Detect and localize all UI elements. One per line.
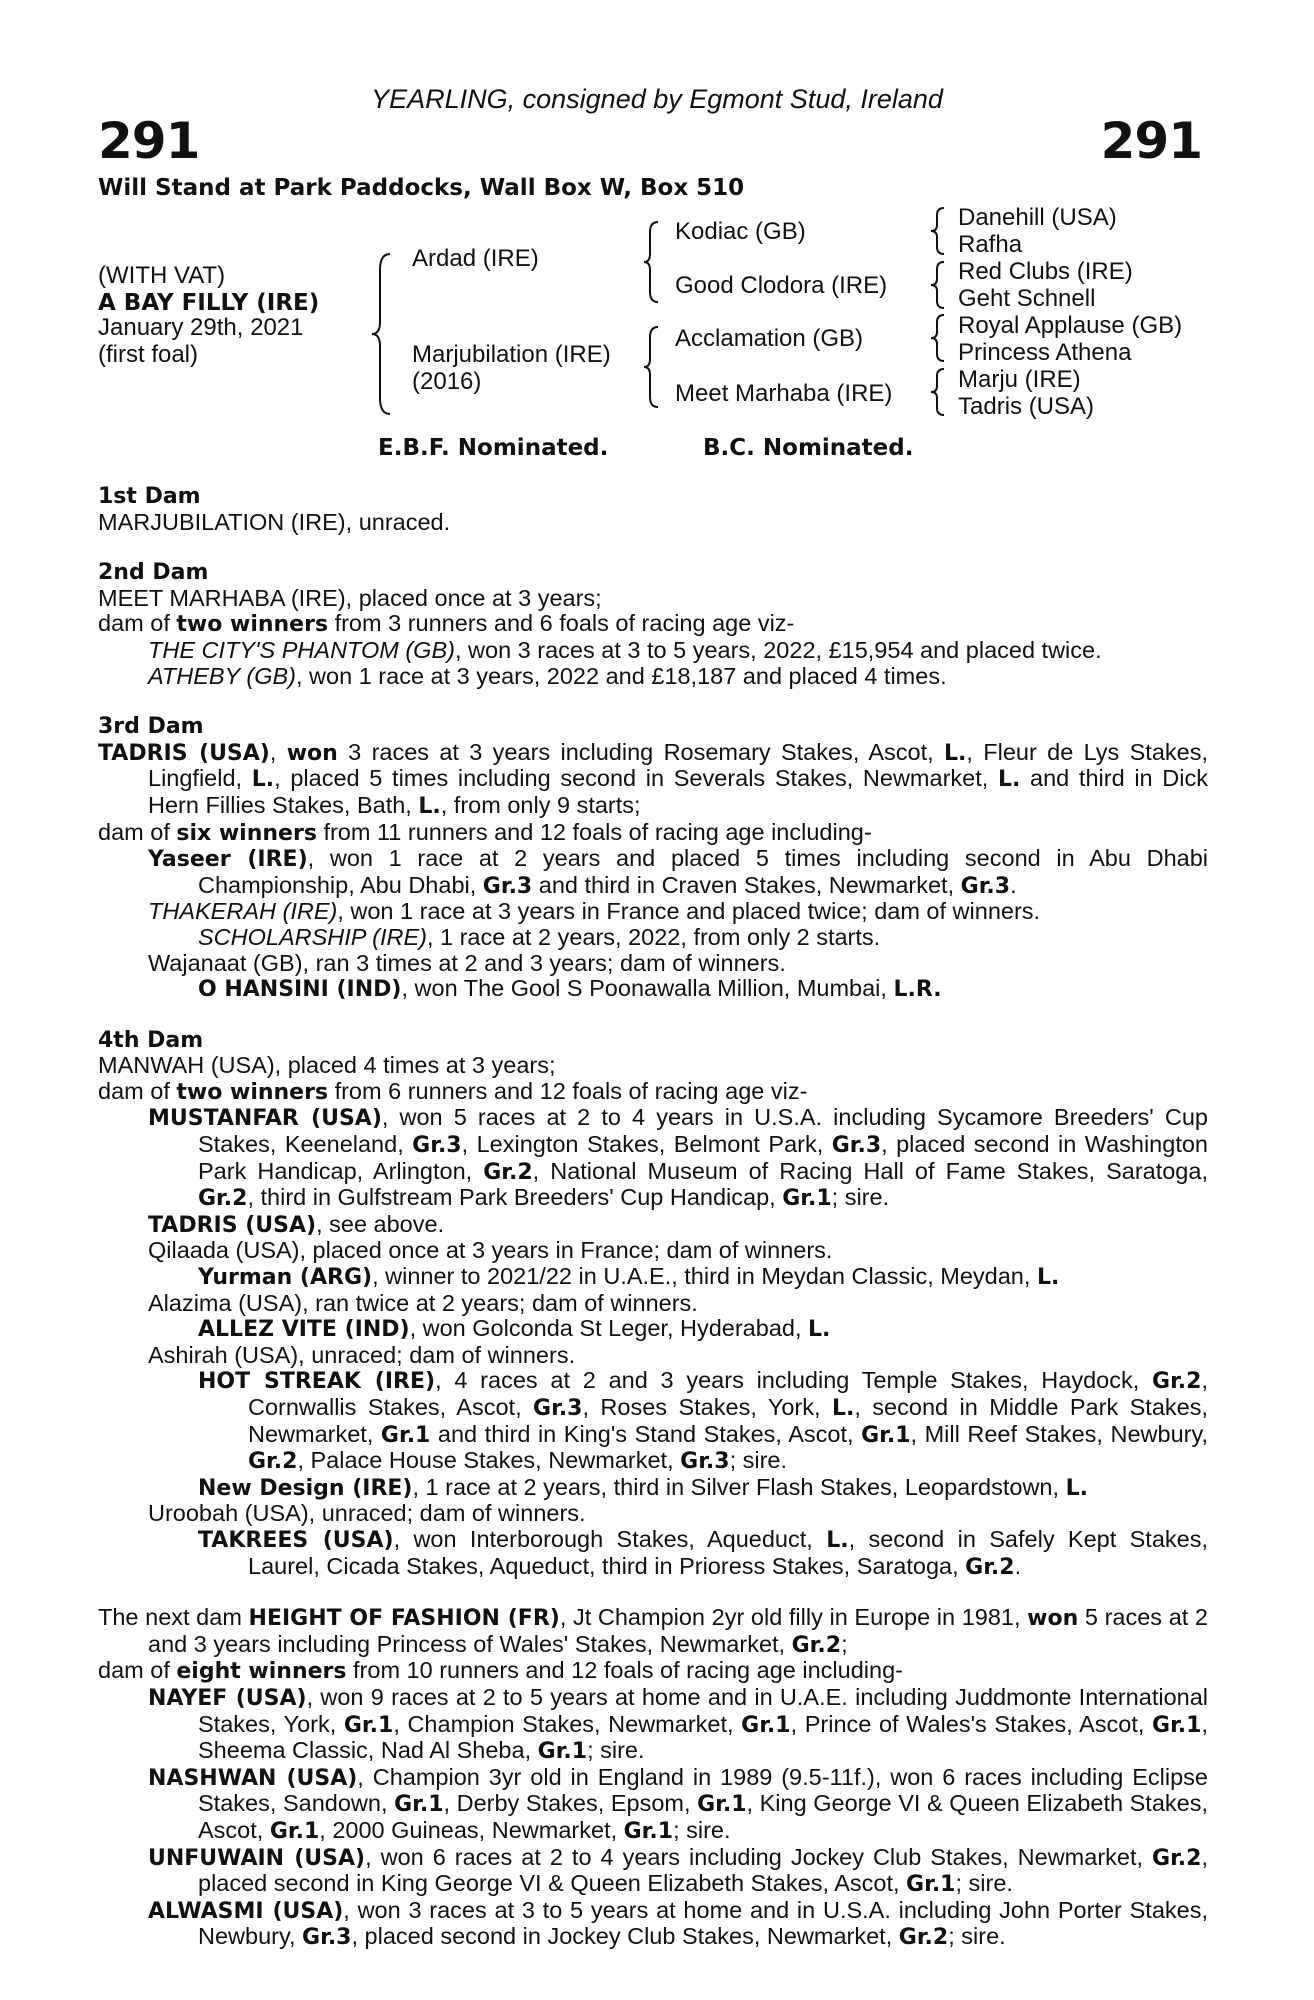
- list-item: Uroobah (USA), unraced; dam of winners.: [148, 1500, 586, 1527]
- fourth-dam-section: [98, 1028, 1208, 1580]
- dam-year: (2016): [412, 368, 482, 395]
- dam-sire-dam: Princess Athena: [958, 339, 1132, 366]
- sire-dam: Good Clodora (IRE): [675, 272, 888, 299]
- first-dam-section: [98, 484, 1208, 535]
- sire-sire-sire: Danehill (USA): [958, 204, 1117, 231]
- dam-sire-sire: Royal Applause (GB): [958, 312, 1183, 339]
- list-item: ATHEBY (GB), won 1 race at 3 years, 2022 and £18,187 and placed 4 times.: [148, 662, 947, 689]
- brace-sd: [928, 259, 950, 311]
- sire: Ardad (IRE): [412, 245, 539, 272]
- list-item: Ashirah (USA), unraced; dam of winners.: [148, 1341, 576, 1368]
- brace-horse: [368, 250, 396, 418]
- list-item: Wajanaat (GB), ran 3 times at 2 and 3 years; dam of winners.: [148, 949, 786, 976]
- list-item: ALLEZ VITE (IND), won Golconda St Leger, Hyderabad, L.: [198, 1315, 831, 1343]
- sire-dam-sire: Red Clubs (IRE): [958, 258, 1133, 285]
- third-dam-record: TADRIS (USA), won 3 races at 3 years including Rosemary Stakes, Ascot, L., Fleur de Lys Stakes, Lingfield, L., placed 5 times including second in Severals Stakes, Newmarket, L. and third in Dick Hern Fillies Stakes, Bath, L., from only 9 starts;: [98, 738, 1208, 819]
- stand-location: Will Stand at Park Paddocks, Wall Box W, Box 510: [98, 175, 745, 201]
- list-item: HOT STREAK (IRE), 4 races at 2 and 3 years including Temple Stakes, Haydock, Gr.2, Cornwallis Stakes, Ascot, Gr.3, Roses Stakes, York, L., second in Middle Park Stakes, Newmarket, Gr.1 and third in King's Stand Stakes, Ascot, Gr.1, Mill Reef Stakes, Newbury, Gr.2, Palace House Stakes, Newmarket, Gr.3; sire.: [198, 1367, 1209, 1475]
- brace-sire: [640, 218, 664, 306]
- next-dam-produce: dam of eight winners from 10 runners and 12 foals of racing age including-: [98, 1657, 903, 1685]
- list-item: THE CITY'S PHANTOM (GB), won 3 races at 3 to 5 years, 2022, £15,954 and placed twice.: [148, 636, 1102, 663]
- foal-note: (first foal): [98, 341, 199, 368]
- horse-name: A BAY FILLY (IRE): [98, 290, 320, 316]
- dam-dam: Meet Marhaba (IRE): [675, 380, 893, 407]
- second-dam-heading: 2nd Dam: [98, 560, 209, 586]
- dam: Marjubilation (IRE): [412, 341, 611, 368]
- fourth-dam-heading: 4th Dam: [98, 1027, 204, 1053]
- foaling-date: January 29th, 2021: [98, 314, 304, 341]
- consignor-line: YEARLING, consigned by Egmont Stud, Ireland: [371, 84, 943, 114]
- list-item: SCHOLARSHIP (IRE), 1 race at 2 years, 2022, from only 2 starts.: [198, 923, 881, 950]
- list-item: New Design (IRE), 1 race at 2 years, third in Silver Flash Stakes, Leopardstown, L.: [198, 1473, 1088, 1501]
- list-item: THAKERAH (IRE), won 1 race at 3 years in France and placed twice; dam of winners.: [148, 898, 1041, 925]
- sire-sire-dam: Rafha: [958, 231, 1023, 258]
- next-dam-record: The next dam HEIGHT OF FASHION (FR), Jt Champion 2yr old filly in Europe in 1981, won 5 races at 2 and 3 years including Princess of Wales' Stakes, Newmarket, Gr.2;: [98, 1604, 1208, 1658]
- list-item: O HANSINI (IND), won The Gool S Poonawalla Million, Mumbai, L.R.: [198, 975, 942, 1003]
- list-item: Qilaada (USA), placed once at 3 years in France; dam of winners.: [148, 1237, 833, 1264]
- list-item: Alazima (USA), ran twice at 2 years; dam of winners.: [148, 1289, 698, 1316]
- ebf-nominated: E.B.F. Nominated.: [378, 435, 609, 461]
- lot-number-left: 291: [98, 112, 200, 170]
- list-item: TADRIS (USA), see above.: [148, 1210, 445, 1238]
- dam-dam-sire: Marju (IRE): [958, 366, 1081, 393]
- next-dam-section: [98, 1605, 1208, 1951]
- list-item: UNFUWAIN (USA), won 6 races at 2 to 4 years including Jockey Club Stakes, Newmarket, Gr.2, placed second in King George VI & Queen Elizabeth Stakes, Ascot, Gr.1; sire.: [148, 1843, 1208, 1898]
- dam-sire: Acclamation (GB): [675, 325, 864, 352]
- dam-dam-dam: Tadris (USA): [958, 393, 1095, 420]
- list-item: NAYEF (USA), won 9 races at 2 to 5 years at home and in U.A.E. including Juddmonte International Stakes, York, Gr.1, Champion Stakes, Newmarket, Gr.1, Prince of Wales's Stakes, Ascot, Gr.1, Sheema Classic, Nad Al Sheba, Gr.1; sire.: [148, 1683, 1209, 1765]
- vat-note: (WITH VAT): [98, 262, 226, 289]
- second-dam-line: MEET MARHABA (IRE), placed once at 3 years;: [98, 584, 602, 611]
- brace-ss: [928, 205, 950, 257]
- second-dam-section: [98, 560, 1208, 689]
- third-dam-section: [98, 714, 1208, 1003]
- second-dam-produce: dam of two winners from 3 runners and 6 foals of racing age viz-: [98, 610, 795, 638]
- catalogue-text: [98, 484, 1208, 1951]
- brace-dd: [928, 366, 950, 418]
- brace-ds: [928, 312, 950, 364]
- list-item: TAKREES (USA), won Interborough Stakes, Aqueduct, L., second in Safely Kept Stakes, Laurel, Cicada Stakes, Aqueduct, third in Prioress Stakes, Saratoga, Gr.2.: [198, 1525, 1209, 1580]
- fourth-dam-produce: dam of two winners from 6 runners and 12 foals of racing age viz-: [98, 1077, 808, 1105]
- brace-dam: [640, 323, 664, 411]
- first-dam-text: MARJUBILATION (IRE), unraced.: [98, 508, 451, 535]
- lot-number-right: 291: [1100, 112, 1202, 170]
- list-item: Yaseer (IRE), won 1 race at 2 years and placed 5 times including second in Abu Dhabi Championship, Abu Dhabi, Gr.3 and third in Craven Stakes, Newmarket, Gr.3.: [148, 845, 1208, 899]
- bc-nominated: B.C. Nominated.: [703, 435, 914, 461]
- list-item: NASHWAN (USA), Champion 3yr old in England in 1989 (9.5-11f.), won 6 races including Eclipse Stakes, Sandown, Gr.1, Derby Stakes, Epsom, Gr.1, King George VI & Queen Elizabeth Stakes, Ascot, Gr.1, 2000 Guineas, Newmarket, Gr.1; sire.: [148, 1763, 1209, 1844]
- list-item: ALWASMI (USA), won 3 races at 3 to 5 years at home and in U.S.A. including John Porter Stakes, Newbury, Gr.3, placed second in Jockey Club Stakes, Newmarket, Gr.2; sire.: [148, 1896, 1208, 1951]
- list-item: Yurman (ARG), winner to 2021/22 in U.A.E., third in Meydan Classic, Meydan, L.: [198, 1263, 1060, 1291]
- third-dam-produce: dam of six winners from 11 runners and 12 foals of racing age including-: [98, 818, 872, 846]
- sire-dam-dam: Geht Schnell: [958, 285, 1096, 312]
- sire-sire: Kodiac (GB): [675, 218, 806, 245]
- fourth-dam-line: MANWAH (USA), placed 4 times at 3 years;: [98, 1052, 556, 1079]
- first-dam-heading: 1st Dam: [98, 484, 201, 509]
- third-dam-heading: 3rd Dam: [98, 714, 204, 740]
- list-item: MUSTANFAR (USA), won 5 races at 2 to 4 years in U.S.A. including Sycamore Breeders' Cup Stakes, Keeneland, Gr.3, Lexington Stakes, Belmont Park, Gr.3, placed second in Washington Park Handicap, Arlington, Gr.2, National Museum of Racing Hall of Fame Stakes, Saratoga, Gr.2, third in Gulfstream Park Breeders' Cup Handicap, Gr.1; sire.: [148, 1104, 1208, 1212]
